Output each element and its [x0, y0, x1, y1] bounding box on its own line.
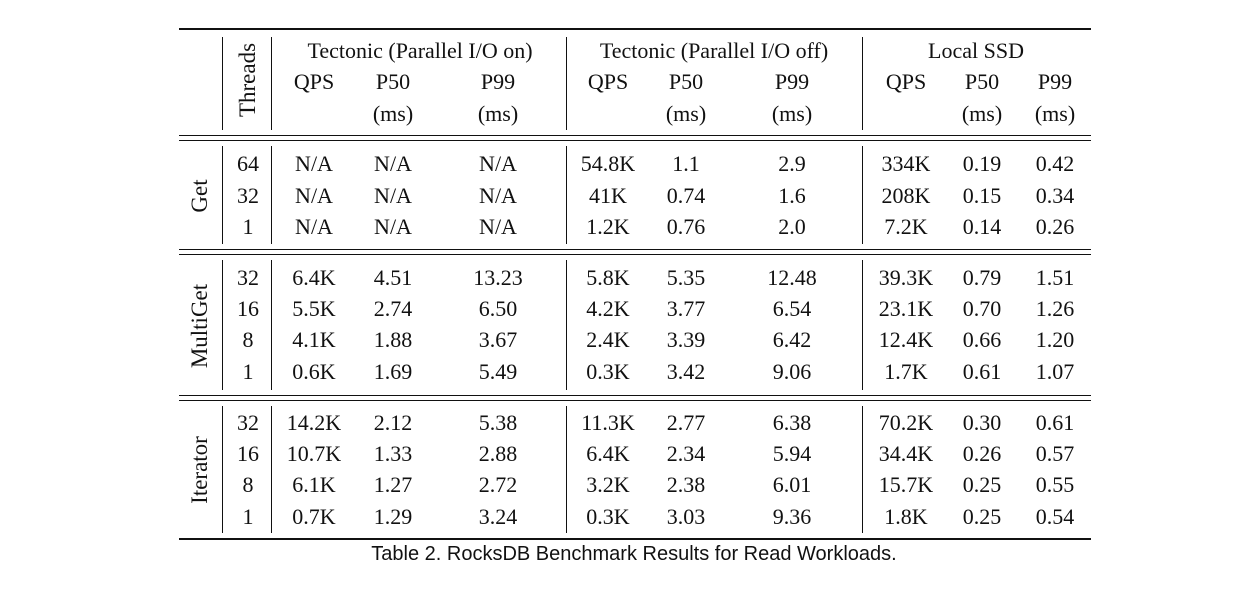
- value-cell: 9.06: [772, 359, 812, 384]
- value-cell: 39.3K: [878, 265, 934, 290]
- value-cell: N/A: [374, 183, 412, 208]
- value-cell: 0.30: [962, 410, 1002, 435]
- threads-cell: 16: [237, 441, 259, 466]
- multiget-double-rule-2: [179, 400, 1091, 401]
- column-divider: [566, 37, 567, 130]
- value-cell: 2.34: [666, 441, 706, 466]
- value-cell: 4.51: [373, 265, 413, 290]
- value-cell: 2.4K: [586, 327, 630, 352]
- value-cell: 6.4K: [292, 265, 336, 290]
- header-double-rule-1: [179, 135, 1091, 136]
- value-cell: 0.6K: [292, 359, 336, 384]
- threads-cell: 64: [237, 151, 259, 176]
- value-cell: 0.25: [962, 472, 1002, 497]
- threads-cell: 1: [242, 504, 254, 529]
- value-cell: 6.42: [772, 327, 812, 352]
- value-cell: N/A: [295, 151, 333, 176]
- value-cell: 0.55: [1035, 472, 1075, 497]
- value-cell: 0.15: [962, 183, 1002, 208]
- value-cell: 0.70: [962, 296, 1002, 321]
- value-cell: 2.77: [666, 410, 706, 435]
- group-header-local-ssd: Local SSD: [928, 38, 1024, 63]
- value-cell: 0.25: [962, 504, 1002, 529]
- value-cell: 2.0: [778, 214, 806, 239]
- value-cell: 1.8K: [884, 504, 928, 529]
- threads-cell: 8: [242, 472, 254, 497]
- value-cell: N/A: [479, 151, 517, 176]
- value-cell: 0.61: [962, 359, 1002, 384]
- column-divider: [222, 406, 223, 533]
- value-cell: 0.3K: [586, 359, 630, 384]
- column-divider: [271, 260, 272, 390]
- value-cell: 1.51: [1035, 265, 1075, 290]
- metric-p99: P99: [774, 69, 810, 94]
- metric-qps: QPS: [293, 69, 335, 94]
- value-cell: 0.42: [1035, 151, 1075, 176]
- value-cell: 7.2K: [884, 214, 928, 239]
- column-divider: [862, 260, 863, 390]
- value-cell: 0.14: [962, 214, 1002, 239]
- section-label-multiget: MultiGet: [187, 283, 212, 369]
- value-cell: 1.7K: [884, 359, 928, 384]
- multiget-double-rule-1: [179, 395, 1091, 396]
- value-cell: 3.03: [666, 504, 706, 529]
- metric-p99: P99: [1037, 69, 1073, 94]
- value-cell: N/A: [295, 183, 333, 208]
- unit-p50: (ms): [961, 101, 1003, 126]
- metric-qps: QPS: [587, 69, 629, 94]
- section-label-get: Get: [187, 179, 212, 213]
- value-cell: 0.61: [1035, 410, 1075, 435]
- value-cell: 1.26: [1035, 296, 1075, 321]
- value-cell: 0.3K: [586, 504, 630, 529]
- bottom-rule: [179, 538, 1091, 540]
- top-rule: [179, 28, 1091, 30]
- value-cell: 12.48: [767, 265, 817, 290]
- column-divider: [222, 37, 223, 130]
- column-divider: [271, 146, 272, 244]
- value-cell: 54.8K: [580, 151, 636, 176]
- value-cell: 34.4K: [878, 441, 934, 466]
- metric-p50: P50: [964, 69, 1000, 94]
- threads-cell: 1: [242, 359, 254, 384]
- value-cell: 0.79: [962, 265, 1002, 290]
- column-divider: [862, 146, 863, 244]
- value-cell: 13.23: [473, 265, 523, 290]
- column-divider: [862, 406, 863, 533]
- value-cell: 2.74: [373, 296, 413, 321]
- threads-cell: 32: [237, 410, 259, 435]
- value-cell: 2.88: [478, 441, 518, 466]
- column-divider: [222, 146, 223, 244]
- value-cell: 5.8K: [586, 265, 630, 290]
- value-cell: 0.54: [1035, 504, 1075, 529]
- value-cell: 0.19: [962, 151, 1002, 176]
- value-cell: 5.49: [478, 359, 518, 384]
- value-cell: 1.88: [373, 327, 413, 352]
- value-cell: 2.9: [778, 151, 806, 176]
- get-double-rule-1: [179, 249, 1091, 250]
- threads-cell: 8: [242, 327, 254, 352]
- value-cell: 41K: [589, 183, 627, 208]
- value-cell: 3.77: [666, 296, 706, 321]
- value-cell: 0.66: [962, 327, 1002, 352]
- threads-cell: 16: [237, 296, 259, 321]
- value-cell: 1.1: [672, 151, 700, 176]
- unit-p99: (ms): [771, 101, 813, 126]
- value-cell: N/A: [374, 151, 412, 176]
- value-cell: N/A: [374, 214, 412, 239]
- value-cell: 1.07: [1035, 359, 1075, 384]
- value-cell: 6.54: [772, 296, 812, 321]
- value-cell: 2.12: [373, 410, 413, 435]
- threads-cell: 32: [237, 183, 259, 208]
- value-cell: 0.26: [1035, 214, 1075, 239]
- value-cell: 9.36: [772, 504, 812, 529]
- unit-p99: (ms): [1034, 101, 1076, 126]
- value-cell: 6.1K: [292, 472, 336, 497]
- group-header-parallel-on: Tectonic (Parallel I/O on): [307, 38, 533, 63]
- unit-p99: (ms): [477, 101, 519, 126]
- value-cell: 1.27: [373, 472, 413, 497]
- value-cell: 2.38: [666, 472, 706, 497]
- metric-p99: P99: [480, 69, 516, 94]
- value-cell: 1.29: [373, 504, 413, 529]
- value-cell: 10.7K: [286, 441, 342, 466]
- metric-qps: QPS: [885, 69, 927, 94]
- value-cell: 4.2K: [586, 296, 630, 321]
- value-cell: 1.20: [1035, 327, 1075, 352]
- metric-p50: P50: [668, 69, 704, 94]
- value-cell: 14.2K: [286, 410, 342, 435]
- value-cell: N/A: [295, 214, 333, 239]
- header-double-rule-2: [179, 140, 1091, 141]
- value-cell: 0.57: [1035, 441, 1075, 466]
- value-cell: 1.33: [373, 441, 413, 466]
- value-cell: N/A: [479, 183, 517, 208]
- value-cell: 1.69: [373, 359, 413, 384]
- column-divider: [862, 37, 863, 130]
- header-threads: Threads: [235, 42, 260, 118]
- value-cell: 12.4K: [878, 327, 934, 352]
- group-header-parallel-off: Tectonic (Parallel I/O off): [599, 38, 829, 63]
- value-cell: 208K: [881, 183, 931, 208]
- value-cell: 6.01: [772, 472, 812, 497]
- value-cell: 0.34: [1035, 183, 1075, 208]
- column-divider: [566, 260, 567, 390]
- value-cell: 0.26: [962, 441, 1002, 466]
- value-cell: 6.4K: [586, 441, 630, 466]
- value-cell: 2.72: [478, 472, 518, 497]
- value-cell: 0.7K: [292, 504, 336, 529]
- value-cell: 6.50: [478, 296, 518, 321]
- value-cell: 4.1K: [292, 327, 336, 352]
- value-cell: 1.2K: [586, 214, 630, 239]
- value-cell: 5.5K: [292, 296, 336, 321]
- value-cell: 3.67: [478, 327, 518, 352]
- get-double-rule-2: [179, 254, 1091, 255]
- value-cell: 0.76: [666, 214, 706, 239]
- value-cell: 3.39: [666, 327, 706, 352]
- metric-p50: P50: [375, 69, 411, 94]
- column-divider: [222, 260, 223, 390]
- threads-cell: 32: [237, 265, 259, 290]
- value-cell: 15.7K: [878, 472, 934, 497]
- value-cell: 1.6: [778, 183, 806, 208]
- unit-p50: (ms): [372, 101, 414, 126]
- threads-cell: 1: [242, 214, 254, 239]
- value-cell: 70.2K: [878, 410, 934, 435]
- value-cell: 3.24: [478, 504, 518, 529]
- column-divider: [271, 37, 272, 130]
- table-caption: Table 2. RocksDB Benchmark Results for Read Workloads.: [371, 543, 897, 565]
- column-divider: [566, 406, 567, 533]
- value-cell: N/A: [479, 214, 517, 239]
- section-label-iterator: Iterator: [187, 436, 212, 504]
- value-cell: 11.3K: [581, 410, 635, 435]
- unit-p50: (ms): [665, 101, 707, 126]
- value-cell: 6.38: [772, 410, 812, 435]
- value-cell: 0.74: [666, 183, 706, 208]
- value-cell: 334K: [881, 151, 931, 176]
- column-divider: [271, 406, 272, 533]
- value-cell: 5.35: [666, 265, 706, 290]
- value-cell: 23.1K: [878, 296, 934, 321]
- column-divider: [566, 146, 567, 244]
- value-cell: 5.38: [478, 410, 518, 435]
- value-cell: 5.94: [772, 441, 812, 466]
- value-cell: 3.42: [666, 359, 706, 384]
- value-cell: 3.2K: [586, 472, 630, 497]
